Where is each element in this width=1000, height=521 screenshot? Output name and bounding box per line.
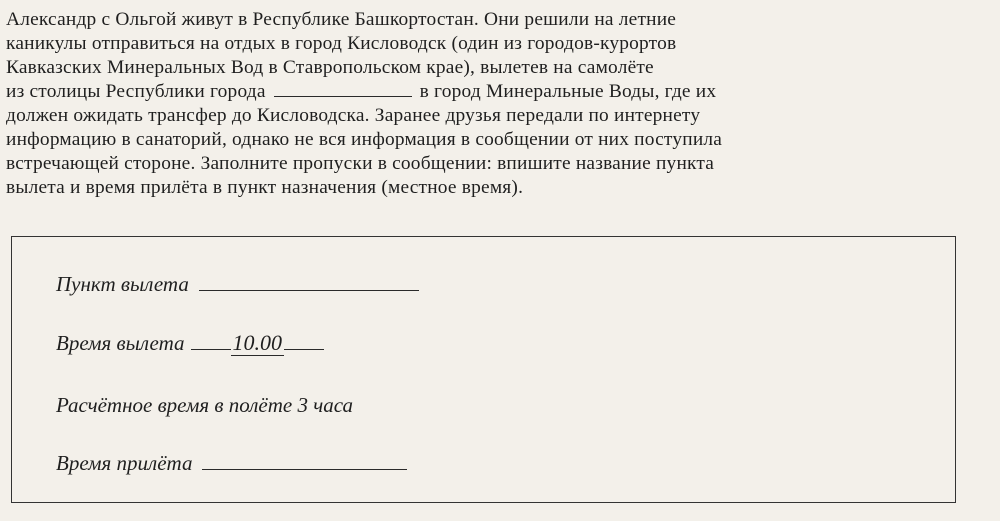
flight-duration-row	[56, 393, 353, 417]
task-line: каникулы отправиться на отдых в город Кисловодск (один из городов-курортов	[6, 33, 677, 54]
task-text	[6, 8, 996, 200]
task-line: Кавказских Минеральных Вод в Ставропольском крае), вылетев на самолёте	[6, 57, 654, 78]
task-line: встречающей стороне. Заполните пропуски в сообщении: впишите название пункта	[6, 153, 715, 174]
departure-time-label: Время вылета	[56, 331, 185, 355]
arrival-time-label: Время прилёта	[56, 451, 193, 475]
departure-point-label: Пункт вылета	[56, 272, 189, 296]
flight-duration-text: Расчётное время в полёте 3 часа	[56, 393, 353, 417]
message-form-box	[11, 236, 956, 503]
arrival-time-blank[interactable]	[202, 451, 407, 470]
task-line-end: в город Минеральные Воды, где их	[419, 81, 717, 102]
departure-point-blank[interactable]	[199, 272, 419, 291]
departure-time-row	[56, 331, 324, 356]
departure-time-value: 10.00	[232, 330, 283, 355]
task-line: должен ожидать трансфер до Кисловодска. Заранее друзья передали по интернету	[6, 105, 701, 126]
task-line: информацию в санаторий, однако не вся информация в сообщении от них поступила	[6, 129, 723, 150]
task-line: Александр с Ольгой живут в Республике Башкортостан. Они решили на летние	[6, 9, 677, 30]
departure-time-underline-right	[284, 331, 324, 350]
task-line-start: из столицы Республики города	[6, 81, 266, 102]
departure-time-underline-left	[191, 331, 231, 350]
arrival-time-row	[56, 451, 407, 475]
capital-city-blank[interactable]	[274, 81, 412, 97]
task-line: вылета и время прилёта в пункт назначения (местное время).	[6, 177, 524, 198]
departure-point-row	[56, 272, 419, 296]
task-line-with-blank	[6, 80, 996, 104]
